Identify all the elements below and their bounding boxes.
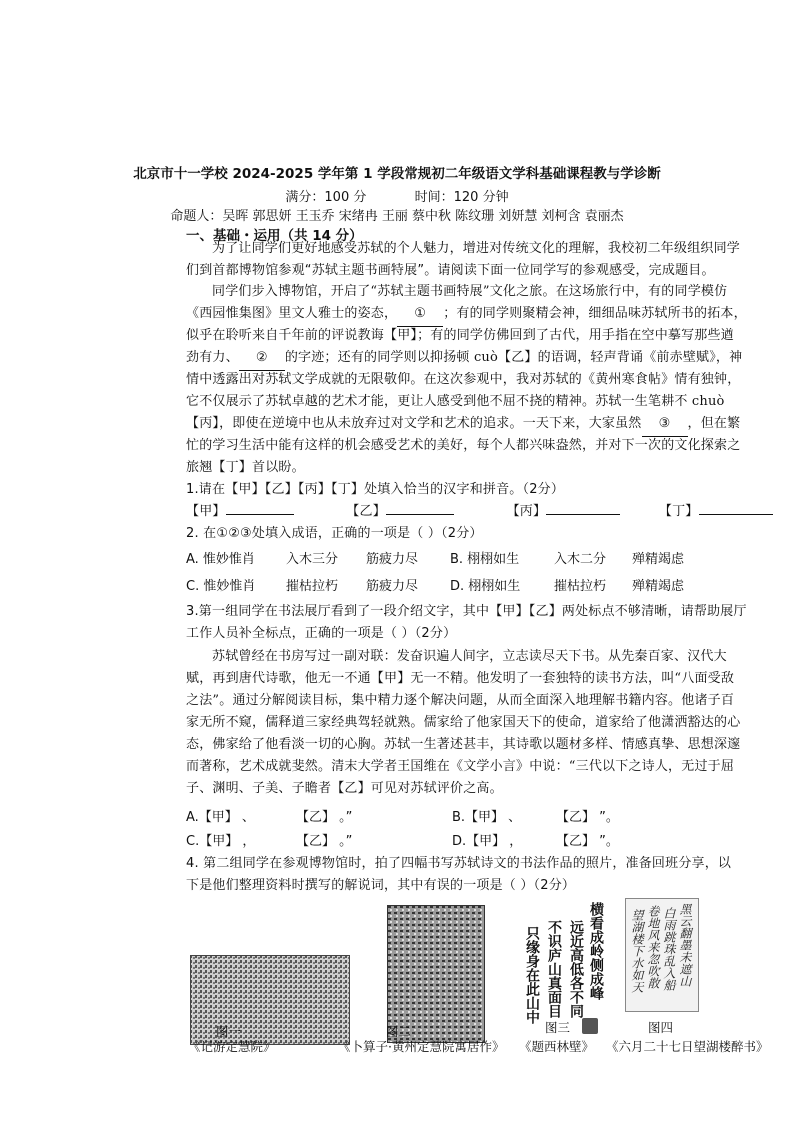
passage-line-9: 旅翘【丁】首以盼。 [186,460,305,475]
calligraphy-photo-1 [190,955,350,1045]
score-time-line [0,186,794,205]
answer-blank-bing[interactable] [546,514,620,515]
q3-stem-2: 工作人员补全标点，正确的一项是（ ）（2分） [186,626,457,641]
section-heading: 一、基础・运用（共 14 分） [186,228,363,244]
blank-2: ② [239,347,285,371]
figure-4-caption: 《六月二十七日望湖楼醉书》 [606,1039,769,1054]
figure-1-label: 图一 [216,1024,242,1039]
authors-line: 命题人：吴晖 郭思妍 王玉乔 宋绪冉 王丽 蔡中秋 陈纹珊 刘妍慧 刘柯含 袁丽杰 [170,209,624,224]
passage-line-3: 似乎在聆听来自千年前的评说教诲【甲】；有的同学仿佛回到了古代，用手指在空中摹写那些遒 [186,328,734,343]
figure-4-label: 图四 [648,1020,674,1035]
figure-2-label: 图二 [386,1024,412,1039]
figure-3-caption: 《题西林壁》 [519,1039,595,1054]
q1-answer-row: 【甲】 【乙】 【丙】 【丁】 [186,501,746,524]
exam-title: 北京市十一学校 2024-2025 学年第 1 学段常规初二年级语文学科基础课程教与学诊断 [133,166,661,182]
calligraphy-photo-4: 黑云翻墨未遮山 白雨跳珠乱入船 卷地风来忽吹散 望湖楼下水如天 [625,898,699,1012]
seal-stamp-icon [582,1018,598,1034]
blank-1: ① [397,303,443,327]
q3-stem-1: 3.第一组同学在书法展厅看到了一段介绍文字，其中【甲】【乙】两处标点不够清晰，请帮助展厅 [186,604,747,619]
passage-line-5: 情中透露出对苏轼文学成就的无限敬仰。在这次参观中，我对苏轼的《黄州寒食帖》情有独钟， [186,372,741,387]
q4-stem-1: 4. 第二组同学在参观博物馆时，拍了四幅书写苏轼诗文的书法作品的照片，准备回班分享，以 [186,856,732,871]
q4-stem-2: 下是他们整理资料时撰写的解说词，其中有误的一项是（ ）（2分） [186,878,576,893]
exam-time: 时间：120 分钟 [414,190,509,205]
calligraphy-photo-3: 横看成岭侧成峰 远近高低各不同 不识庐山真面目 只缘身在此山中 [510,902,606,1036]
passage-line-6: 它不仅展示了苏轼卓越的艺术才能，更让人感受到他不屈不挠的精神。苏轼一生笔耕不 chuò [186,394,725,409]
passage-line-4: 劲有力、 ② 的字迹；还有的同学则以抑扬顿 cuò【乙】的语调，轻声背诵《前赤壁赋》，神 [186,347,742,371]
intro-line-2: 们到首都博物馆参观“苏轼主题书画特展”。请阅读下面一位同学写的参观感受，完成题目。 [186,263,715,278]
q1-stem: 1.请在【甲】【乙】【丙】【丁】处填入恰当的汉字和拼音。（2分） [186,482,565,497]
exam-page: 北京市十一学校 2024-2025 学年第 1 学段常规初二年级语文学科基础课程教与学诊断 满分：100 分 时间：120 分钟 命题人：吴晖 郭思妍 王玉乔 宋绪冉 王丽 蔡中秋 陈纹珊 刘妍慧 刘柯含 袁丽杰 一、基础・运用（共 14 分） 为了让同学们更好地感受苏轼的个人魅力，增进对传统文化的理解，我校初二年级组织同学 们到首都博物馆参观“苏轼主题书画特展”。请阅读下面一位同学写的参观感受，完成题目。 同学们步入博物馆，开启了“苏轼主题书画特展”文化之旅。在这场旅行中，有的同学模仿 《西园惟集图》里文人雅士的姿态， ① ；有的同学则聚精会神，细细品味苏轼所书的拓本， 似乎在聆听来自千年前的评说教诲【甲】；有的同学仿佛回到了古代，用手指在空中摹写那些遒 劲有力、 ② 的字迹；还有的同学则以抑扬顿 cuò【乙】的语调，轻声背诵《前赤壁赋》，神 情中透露出对苏轼文学成就的无限敬仰。在这次参观中，我对苏轼的《黄州寒食帖》情有独钟， 它不仅展示了苏轼卓越的艺术才能，更让人感受到他不屈不挠的精神。苏轼一生笔耕不 chuò 【丙】，即使在逆境中也从未放弃过对文学和艺术的追求。一天下来，大家虽然 ③ ，但在繁 忙的学习生活中能有这样的机会感受艺术的美好，每个人都兴味盎然，并对下一次的文化探索之 旅翘【丁】首以盼。 1.请在【甲】【乙】【丙】【丁】处填入恰当的汉字和拼音。（2分） 【甲】 【乙】 【丙】 【丁】 2. 在①②③处填入成语，正确的一项是（ ）（2分） A. 惟妙惟肖 入木三分 筋疲力尽 B. 栩栩如生 入木二分 殚精竭虑 C. 惟妙惟肖 摧枯拉朽 筋疲力尽 D. 栩栩如生 摧枯拉朽 殚精竭虑 3.第一组同学在书法展厅看到了一段介绍文字，其中【甲】【乙】两处标点不够清晰，请帮助展厅 工作人员补全标点，正确的一项是（ ）（2分） 苏轼曾经在书房写过一副对联：发奋识遍人间字，立志读尽天下书。从先秦百家、汉代大 赋，再到唐代诗歌，他无一不通【甲】无一不精。他发明了一套独特的读书方法，叫“八面受敌 之法”。通过分解阅读目标，集中精力逐个解决问题，从而全面深入地理解书籍内容。他诸子百 家无所不窥，儒释道三家经典驾轻就熟。儒家给了他家国天下的使命，道家给了他潇洒豁达的心 态，佛家给了他看淡一切的心胸。苏轼一生著述甚丰，其诗歌以题材多样、情感真挚、思想深邃 而著称，艺术成就斐然。清末大学者王国维在《文学小言》中说：“三代以下之诗人，无过于屈 子、渊明、子美、子瞻者【乙】可见对苏轼评价之高。 A.【甲】 、 【乙】 。” B.【甲】 、 【乙】 ”。 C.【甲】 ， 【乙】 。” D.【甲】 ， 【乙】 ”。 4. 第二组同学在参观博物馆时，拍了四幅书写苏轼诗文的书法作品的照片，准备回班分享，以 下是他们整理资料时撰写的解说词，其中有误的一项是（ ）（2分） 横看成岭侧成峰 远近高低各不同 不识庐山真面目 只缘身在此山中 黑云翻墨未遮山 白雨跳珠乱入船 卷地风来忽吹散 望湖楼下水如天 图一 图二 图三 图四 《记游定慧院》 《卜算子·黄州定慧院寓居作》 《题西林壁》 《六月二十七日望湖楼醉书》 [0,0,794,1123]
intro-line-1: 为了让同学们更好地感受苏轼的个人魅力，增进对传统文化的理解，我校初二年级组织同学 [212,241,741,256]
full-score: 满分：100 分 [285,190,367,205]
passage-line-1: 同学们步入博物馆，开启了“苏轼主题书画特展”文化之旅。在这场旅行中，有的同学模仿 [212,284,728,299]
passage-line-7: 【丙】，即使在逆境中也从未放弃过对文学和艺术的追求。一天下来，大家虽然 ③ ，但在繁 [186,413,740,437]
figure-3-label: 图三 [545,1020,571,1035]
q2-stem: 2. 在①②③处填入成语，正确的一项是（ ）（2分） [186,526,483,541]
blank-3: ③ [642,413,688,437]
figure-2-caption: 《卜算子·黄州定慧院寓居作》 [338,1039,505,1054]
answer-blank-jia[interactable] [226,514,294,515]
passage-line-8: 忙的学习生活中能有这样的机会感受艺术的美好，每个人都兴味盎然，并对下一次的文化探索之 [186,438,741,453]
answer-blank-yi[interactable] [386,514,454,515]
passage-line-2: 《西园惟集图》里文人雅士的姿态， ① ；有的同学则聚精会神，细细品味苏轼所书的拓本， [186,303,747,327]
answer-blank-ding[interactable] [699,514,773,515]
figure-1-caption: 《记游定慧院》 [188,1039,276,1054]
